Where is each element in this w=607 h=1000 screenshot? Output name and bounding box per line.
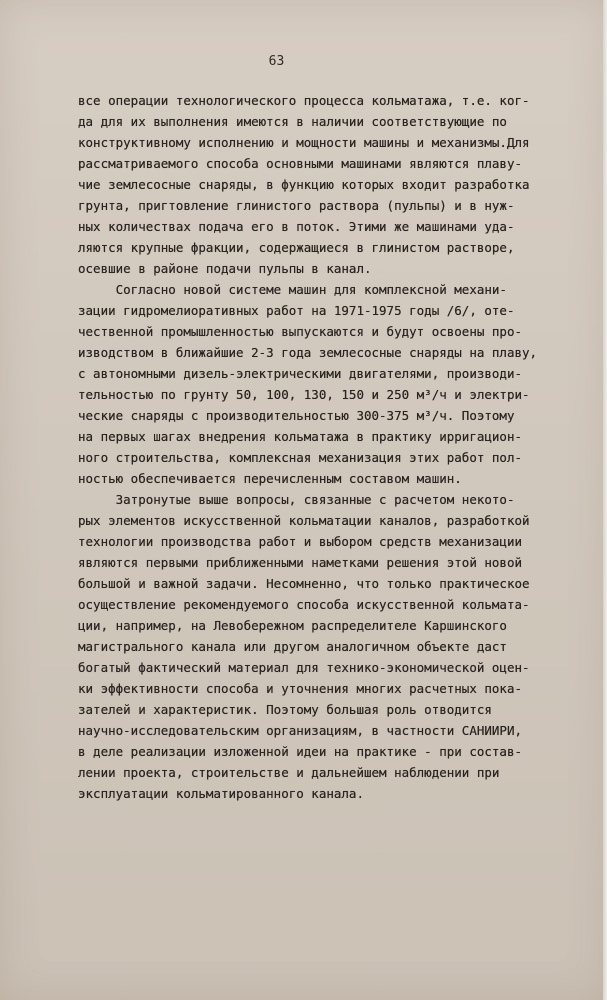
text-line: магистрального канала или другом аналогичном объекте даст [78, 639, 507, 654]
text-line: да для их выполнения имеются в наличии соответствующие по [78, 114, 507, 129]
text-line: Затронутые выше вопросы, связанные с расчетом некото- [78, 492, 515, 507]
text-line: научно-исследовательским организациям, в частности САНИИРИ, [78, 723, 523, 738]
text-line: зателей и характеристик. Поэтому большая роль отводится [78, 702, 492, 717]
text-line: тельностью по грунту 50, 100, 130, 150 и 250 м³/ч и электри- [78, 387, 530, 402]
text-line: грунта, пригтовление глинистого раствора (пульпы) и в нуж- [78, 198, 515, 213]
page-edge [603, 0, 607, 1000]
text-line: изводством в ближайшие 2-3 года землесосные снаряды на плаву, [78, 345, 538, 360]
text-line: в деле реализации изложенной идеи на практике - при состав- [78, 744, 523, 759]
text-line: на первых шагах внедрения кольматажа в практику ирригацион- [78, 429, 523, 444]
body-text [78, 90, 538, 804]
text-line: лении проекта, строительстве и дальнейшем наблюдении при [78, 765, 500, 780]
page-number: 63 [268, 54, 285, 69]
text-line: ки эффективности способа и уточнения многих расчетных пока- [78, 681, 523, 696]
text-line: ностью обеспечивается перечисленным составом машин. [78, 471, 462, 486]
text-line: рых элементов искусственной кольматации каналов, разработкой [78, 513, 530, 528]
text-line: являются первыми приближенными наметками решения этой новой [78, 555, 523, 570]
text-line: зации гидромелиоративных работ на 1971-1975 годы /6/, оте- [78, 303, 515, 318]
text-line: рассматриваемого способа основными машинами являются плаву- [78, 156, 523, 171]
text-line: большой и важной задачи. Несомненно, что только практическое [78, 576, 530, 591]
text-line: ного строительства, комплексная механизация этих работ пол- [78, 450, 523, 465]
text-line: с автономными дизель-электрическими двигателями, производи- [78, 366, 523, 381]
text-line: осевшие в районе подачи пульпы в канал. [78, 261, 372, 276]
text-line: технологии производства работ и выбором средств механизации [78, 534, 523, 549]
text-line: богатый фактический материал для технико-экономической оцен- [78, 660, 530, 675]
text-line: чественной промышленностью выпускаются и будут освоены про- [78, 324, 523, 339]
text-line: ческие снаряды с производительностью 300-375 м³/ч. Поэтому [78, 408, 515, 423]
text-line: ции, например, на Левобережном распределителе Каршинского [78, 618, 507, 633]
text-line: ляются крупные фракции, содержащиеся в глинистом растворе, [78, 240, 515, 255]
text-line: ных количествах подача его в поток. Этими же машинами уда- [78, 219, 515, 234]
text-line: Согласно новой системе машин для комплексной механи- [78, 282, 507, 297]
text-line: конструктивному исполнению и мощности машины и механизмы.Для [78, 135, 530, 150]
text-line: чие землесосные снаряды, в функцию которых входит разработка [78, 177, 530, 192]
text-line: все операции технологического процесса кольматажа, т.е. ког- [78, 93, 530, 108]
text-line: осуществление рекомендуемого способа искусственной кольмата- [78, 597, 530, 612]
text-line: эксплуатации кольматированного канала. [78, 786, 364, 801]
